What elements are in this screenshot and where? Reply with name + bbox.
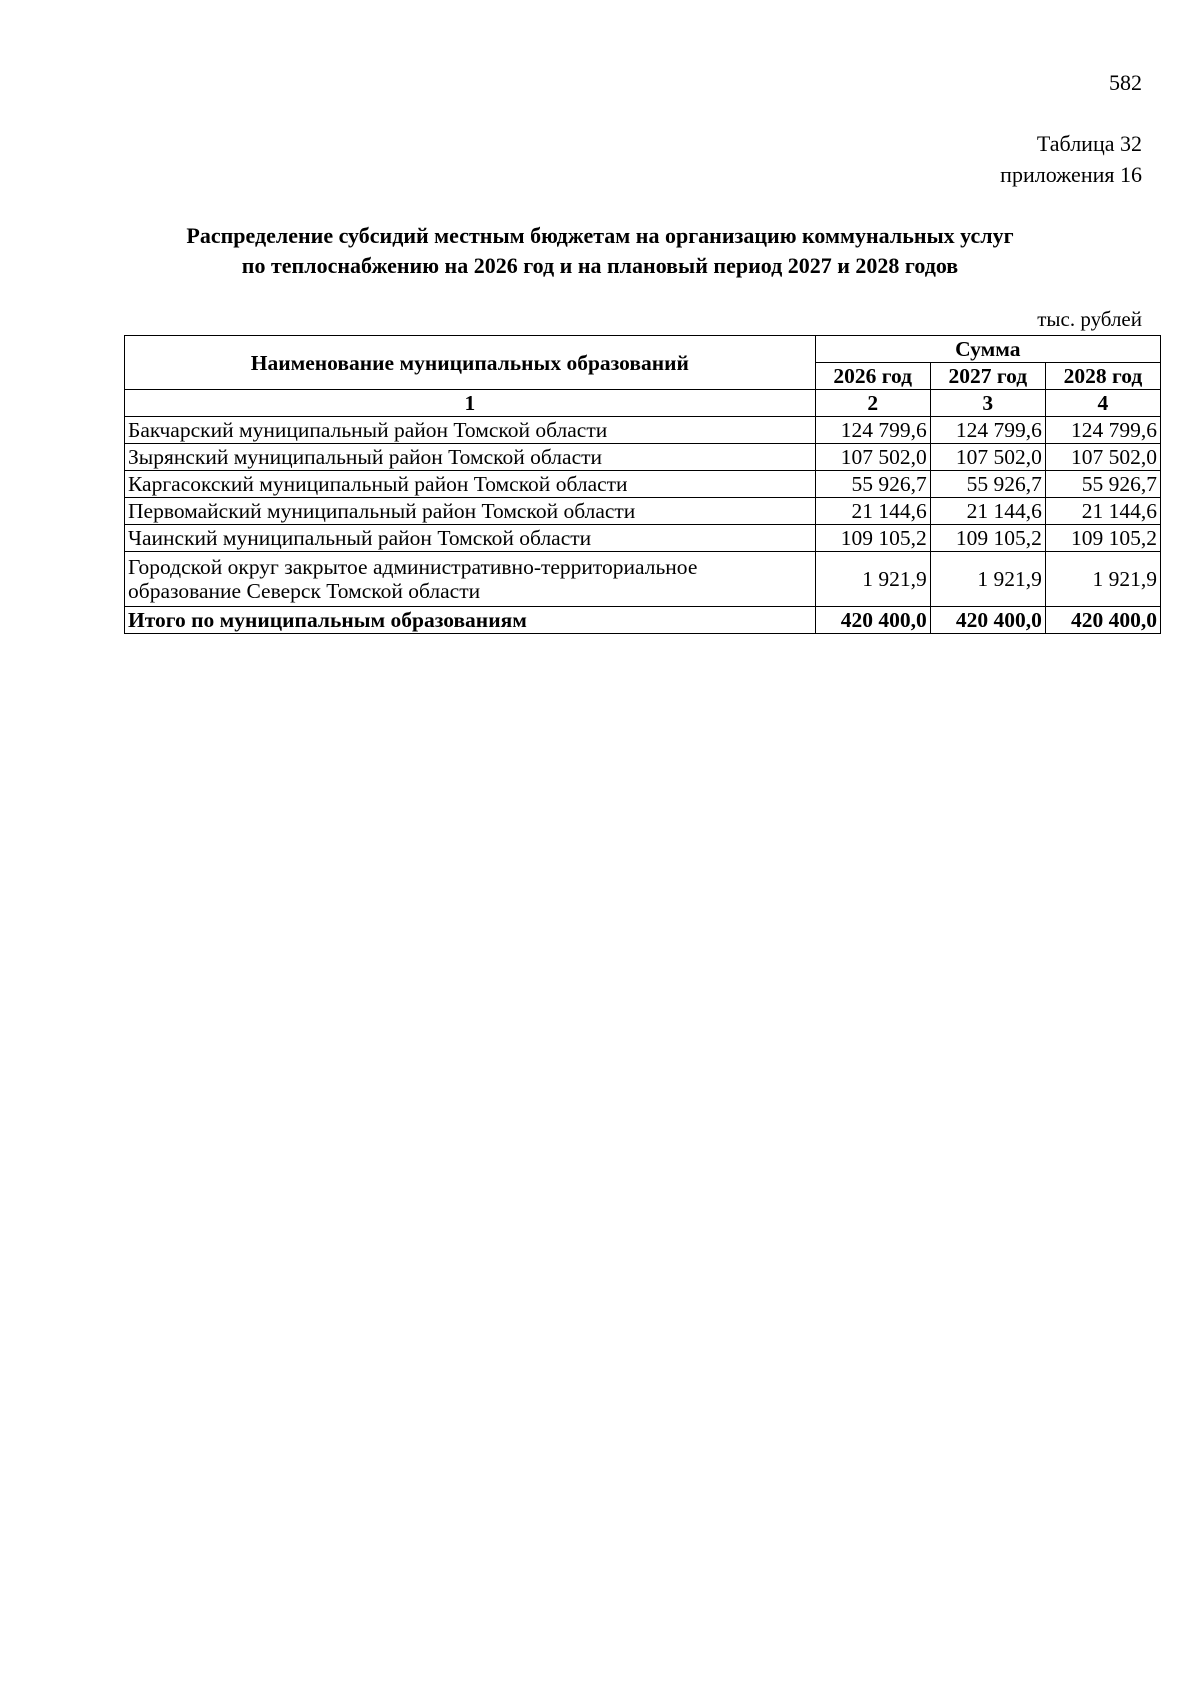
value-2027: 107 502,0 xyxy=(930,444,1045,471)
table-row xyxy=(125,471,1161,498)
total-2027: 420 400,0 xyxy=(930,607,1045,634)
value-2027: 21 144,6 xyxy=(930,498,1045,525)
municipality-name-line1: Городской округ закрытое административно-территориальное xyxy=(128,555,698,579)
municipality-name xyxy=(125,552,816,607)
header-sum: Сумма xyxy=(815,336,1160,363)
subsidy-table xyxy=(124,335,1161,634)
value-2026: 107 502,0 xyxy=(815,444,930,471)
value-2028: 55 926,7 xyxy=(1045,471,1160,498)
municipality-name-line2: образование Северск Томской области xyxy=(128,579,481,603)
value-2027: 124 799,6 xyxy=(930,417,1045,444)
index-cell: 4 xyxy=(1045,390,1160,417)
index-cell: 2 xyxy=(815,390,930,417)
value-2028: 1 921,9 xyxy=(1045,552,1160,607)
page-number: 582 xyxy=(1109,70,1142,95)
value-2027: 55 926,7 xyxy=(930,471,1045,498)
value-2026: 55 926,7 xyxy=(815,471,930,498)
total-label: Итого по муниципальным образованиям xyxy=(125,607,816,634)
total-2026: 420 400,0 xyxy=(815,607,930,634)
municipality-name: Зырянский муниципальный район Томской области xyxy=(125,444,816,471)
header-year-2027: 2027 год xyxy=(930,363,1045,390)
title-line1: Распределение субсидий местным бюджетам на организацию коммунальных услуг xyxy=(186,223,1014,248)
header-name: Наименование муниципальных образований xyxy=(125,336,816,390)
value-2028: 107 502,0 xyxy=(1045,444,1160,471)
municipality-name: Чаинский муниципальный район Томской области xyxy=(125,525,816,552)
value-2028: 124 799,6 xyxy=(1045,417,1160,444)
value-2026: 109 105,2 xyxy=(815,525,930,552)
header-year-2028: 2028 год xyxy=(1045,363,1160,390)
municipality-name: Каргасокский муниципальный район Томской области xyxy=(125,471,816,498)
index-cell: 3 xyxy=(930,390,1045,417)
table-row xyxy=(125,444,1161,471)
table-row xyxy=(125,417,1161,444)
table-row xyxy=(125,525,1161,552)
total-row xyxy=(125,607,1161,634)
value-2027: 1 921,9 xyxy=(930,552,1045,607)
value-2026: 1 921,9 xyxy=(815,552,930,607)
index-cell: 1 xyxy=(125,390,816,417)
total-2028: 420 400,0 xyxy=(1045,607,1160,634)
municipality-name: Бакчарский муниципальный район Томской области xyxy=(125,417,816,444)
table-ref-line2: приложения 16 xyxy=(1000,162,1142,187)
value-2026: 21 144,6 xyxy=(815,498,930,525)
municipality-name: Первомайский муниципальный район Томской области xyxy=(125,498,816,525)
table-reference xyxy=(1000,128,1142,190)
header-year-2026: 2026 год xyxy=(815,363,930,390)
value-2027: 109 105,2 xyxy=(930,525,1045,552)
value-2028: 109 105,2 xyxy=(1045,525,1160,552)
title-line2: по теплоснабжению на 2026 год и на плановый период 2027 и 2028 годов xyxy=(241,253,959,278)
units-label: тыс. рублей xyxy=(1037,307,1142,331)
column-index-row xyxy=(125,390,1161,417)
value-2026: 124 799,6 xyxy=(815,417,930,444)
value-2028: 21 144,6 xyxy=(1045,498,1160,525)
table-row xyxy=(125,498,1161,525)
document-title xyxy=(80,221,1120,281)
table-row xyxy=(125,552,1161,607)
header-row xyxy=(125,336,1161,363)
table-ref-line1: Таблица 32 xyxy=(1036,131,1142,156)
